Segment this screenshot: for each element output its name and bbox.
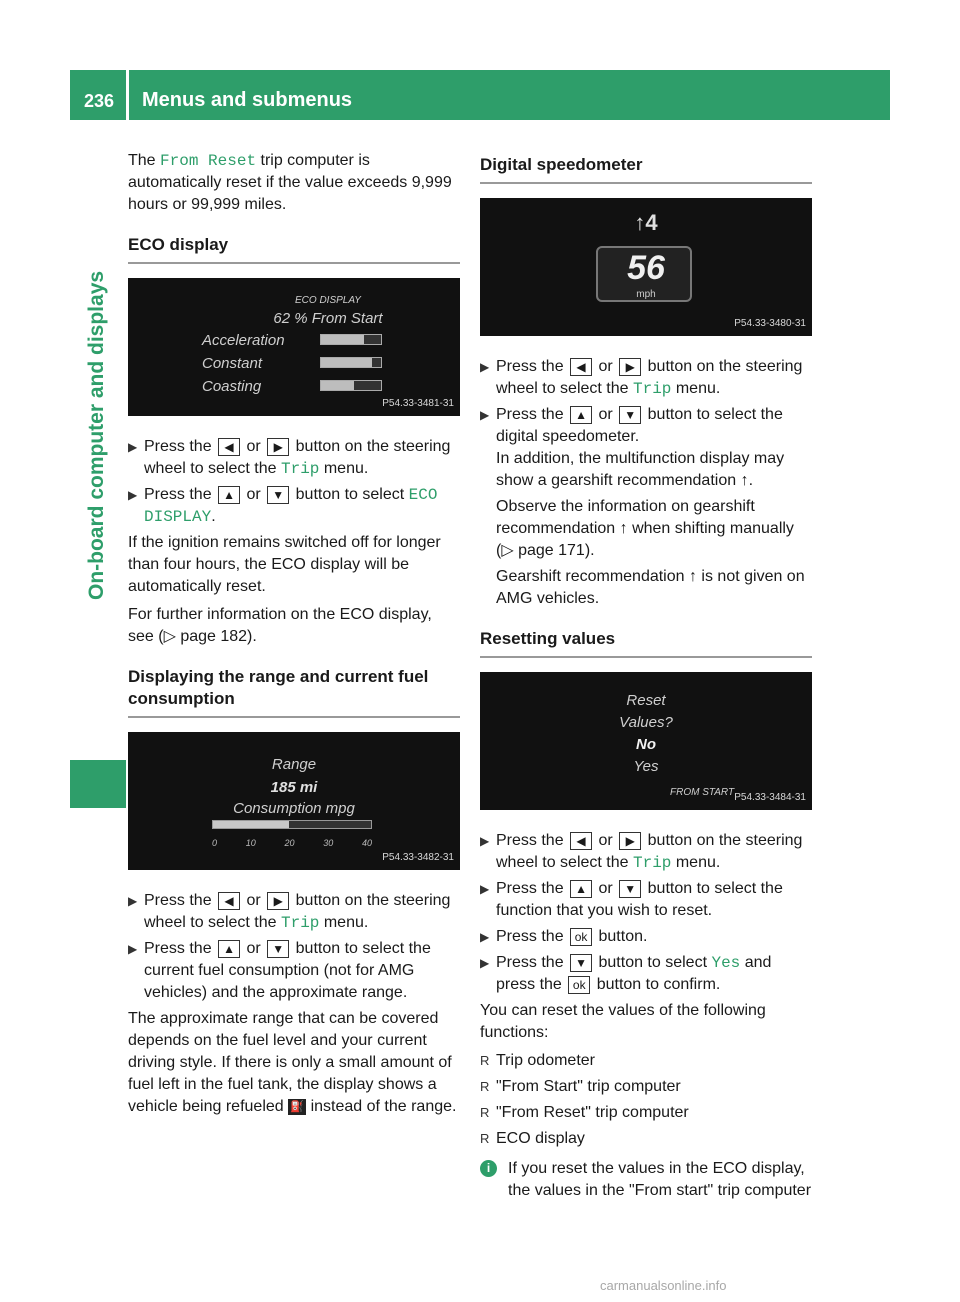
eco-display-image	[128, 278, 460, 416]
step-arrow-icon: ▶	[128, 894, 138, 908]
range-paragraph: The approximate range that can be covered depends on the fuel level and your current driving style. If there is only a small amount of fuel left in the fuel tank, the display shows a vehicle being refueled ⛽ instead of the range.	[128, 1010, 457, 1115]
bullet-icon: R	[480, 1131, 490, 1146]
up-key-icon: ▲	[218, 940, 240, 958]
step-arrow-icon: ▶	[128, 942, 138, 956]
down-key-icon: ▼	[619, 880, 641, 898]
consumption-ticks: 0 10 20 30 40	[212, 838, 372, 848]
eco-row-constant: Constant	[202, 355, 263, 372]
range-img-value: 185 mi	[270, 779, 318, 796]
section-heading-range: Displaying the range and current fuel consumption	[128, 666, 460, 718]
step-arrow-icon: ▶	[480, 956, 490, 970]
step-arrow-icon: ▶	[128, 488, 138, 502]
left-key-icon: ◀	[218, 892, 240, 910]
range-img-label: Range	[271, 756, 317, 773]
down-key-icon: ▼	[619, 406, 641, 424]
range-display-image	[128, 732, 460, 870]
step-speed-1: ▶ Press the ◀ or ▶ button on the steering wheel to select the Trip menu.	[480, 358, 803, 398]
list-item: R Trip odometer	[480, 1050, 812, 1072]
bullet-icon: R	[480, 1053, 490, 1068]
watermark: carmanualsonline.info	[600, 1278, 727, 1293]
side-chapter-label: On-board computer and displays	[85, 270, 108, 600]
list-item: R "From Start" trip computer	[480, 1076, 812, 1098]
eco-paragraph-2: For further information on the ECO display, see (▷ page 182).	[128, 606, 432, 645]
section-heading-speedometer: Digital speedometer	[480, 154, 812, 184]
eco-row-acceleration: Acceleration	[202, 332, 285, 349]
step-range-1: ▶ Press the ◀ or ▶ button on the steering wheel to select the Trip menu.	[128, 892, 451, 932]
bullet-icon: R	[480, 1079, 490, 1094]
eco-img-subtitle: 62 % From Start	[273, 310, 383, 327]
down-key-icon: ▼	[267, 940, 289, 958]
step-arrow-icon: ▶	[480, 408, 490, 422]
left-key-icon: ◀	[570, 832, 592, 850]
page-title: Menus and submenus	[142, 89, 353, 111]
info-icon: i	[480, 1160, 497, 1177]
left-key-icon: ◀	[570, 358, 592, 376]
speed-unit: mph	[636, 289, 656, 300]
ok-key-icon: ok	[570, 928, 592, 946]
info-note: i If you reset the values in the ECO display, the values in the "From start" trip computer	[480, 1158, 812, 1202]
code-from-reset: From Reset	[160, 152, 257, 170]
reset-img-l2: Values?	[619, 714, 673, 731]
step-reset-4: ▶ Press the ▼ button to select Yes and press the ok button to confirm.	[480, 954, 772, 993]
section-heading-eco: ECO display	[128, 234, 460, 264]
step-arrow-icon: ▶	[480, 930, 490, 944]
reset-paragraph: You can reset the values of the following functions:	[480, 1002, 766, 1041]
left-column	[128, 150, 460, 1124]
range-img-consumption: Consumption mpg	[233, 800, 355, 817]
speed-value: 56	[627, 249, 665, 287]
step-speed-2: ▶ Press the ▲ or ▼ button to select the digital speedometer. In addition, the multifunction display may show a gearshift recommendation ↑. Observe the information on gearshift recommendation ↑ when shifting manually (▷ page 171). Gearshift recommendation ↑ is not given on AMG vehicles.	[480, 406, 805, 607]
refuel-icon: ⛽	[288, 1099, 306, 1115]
step-arrow-icon: ▶	[128, 440, 138, 454]
up-key-icon: ▲	[570, 880, 592, 898]
eco-bar-coasting	[320, 380, 382, 391]
image-code: P54.33-3484-31	[734, 792, 806, 803]
left-key-icon: ◀	[218, 438, 240, 456]
eco-bar-constant	[320, 357, 382, 368]
intro-paragraph: The From Reset trip computer is automatically reset if the value exceeds 9,999 hours or 99,999 miles.	[128, 152, 452, 213]
step-reset-3: ▶ Press the ok button.	[480, 926, 812, 948]
ok-key-icon: ok	[568, 976, 590, 994]
image-code: P54.33-3482-31	[382, 852, 454, 863]
step-arrow-icon: ▶	[480, 360, 490, 374]
eco-paragraph-1: If the ignition remains switched off for longer than four hours, the ECO display will be automatically reset.	[128, 534, 441, 595]
up-key-icon: ▲	[570, 406, 592, 424]
step-reset-1: ▶ Press the ◀ or ▶ button on the steering wheel to select the Trip menu.	[480, 832, 803, 872]
reset-values-image	[480, 672, 812, 810]
step-arrow-icon: ▶	[480, 834, 490, 848]
up-key-icon: ▲	[218, 486, 240, 504]
right-key-icon: ▶	[619, 832, 641, 850]
reset-img-no: No	[636, 736, 656, 753]
side-tab-marker	[70, 760, 126, 808]
bullet-icon: R	[480, 1105, 490, 1120]
gear-indicator: ↑4	[634, 210, 658, 235]
step-eco-2: ▶ Press the ▲ or ▼ button to select ECO DISPLAY.	[128, 486, 438, 526]
eco-row-coasting: Coasting	[202, 378, 262, 395]
list-item: R "From Reset" trip computer	[480, 1102, 812, 1124]
step-eco-1: ▶ Press the ◀ or ▶ button on the steering wheel to select the Trip menu.	[128, 438, 451, 478]
step-arrow-icon: ▶	[480, 882, 490, 896]
down-key-icon: ▼	[267, 486, 289, 504]
down-key-icon: ▼	[570, 954, 592, 972]
list-item: R ECO display	[480, 1128, 812, 1150]
step-range-2: ▶ Press the ▲ or ▼ button to select the current fuel consumption (not for AMG vehicles) and the approximate range.	[128, 940, 431, 1001]
right-key-icon: ▶	[267, 438, 289, 456]
speedometer-image	[480, 198, 812, 336]
eco-bar-acceleration	[320, 334, 382, 345]
consumption-bar	[212, 820, 372, 829]
section-heading-reset: Resetting values	[480, 628, 812, 658]
image-code: P54.33-3480-31	[734, 318, 806, 329]
right-column	[480, 150, 812, 1202]
right-key-icon: ▶	[267, 892, 289, 910]
right-key-icon: ▶	[619, 358, 641, 376]
step-reset-2: ▶ Press the ▲ or ▼ button to select the function that you wish to reset.	[480, 880, 783, 919]
page-number: 236	[84, 91, 115, 111]
reset-img-yes: Yes	[633, 758, 659, 775]
eco-img-title: ECO DISPLAY	[295, 295, 361, 306]
reset-img-from-start: FROM START	[670, 787, 735, 798]
reset-img-l1: Reset	[626, 692, 666, 709]
header-separator	[126, 70, 129, 120]
image-code: P54.33-3481-31	[382, 398, 454, 409]
